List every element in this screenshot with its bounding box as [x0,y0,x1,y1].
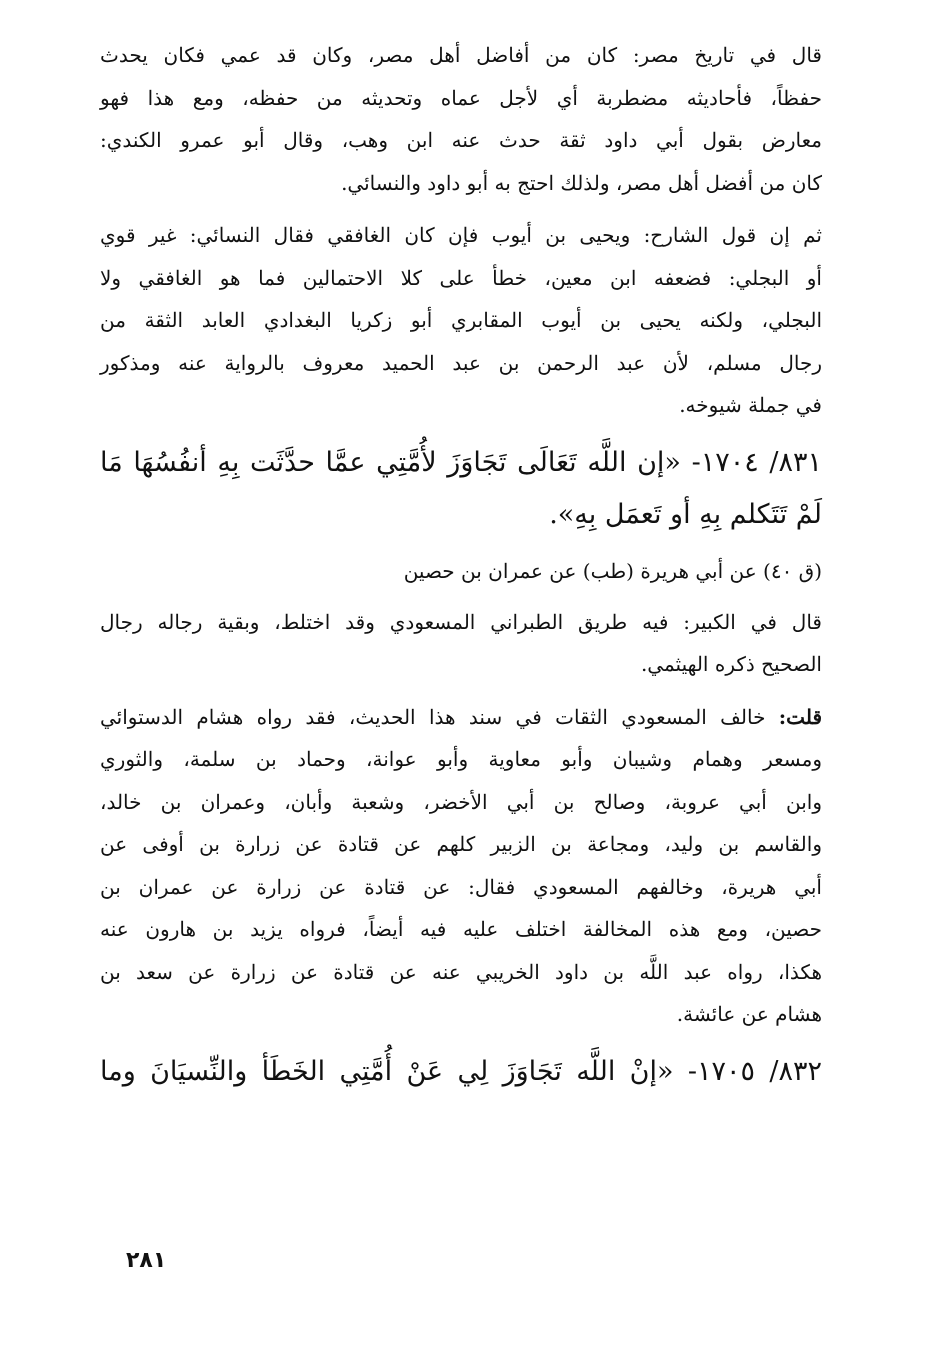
text-line: هكذا، رواه عبد اللَّه بن داود الخريبي عنه عن قتادة عن زرارة عن سعد بن [100,959,822,984]
text-line: هشام عن عائشة. [676,1002,822,1026]
text-line: معارض بقول أبي داود ثقة حدث عنه ابن وهب، وقال أبو عمرو الكندي: [100,128,822,152]
text-line: قال في تاريخ مصر: كان من أفاضل أهل مصر، وكان قد عمي فكان يحدث [100,43,822,67]
paragraph-tarikh-misr [100,34,822,204]
hadith-line: ٨٣١/ ١٧٠٤- «إن اللَّه تَعَالَى تَجَاوَزَ لأُمَّتِي عمَّا حدَّثَت بِهِ أنفُسُهَا مَا [100,446,822,478]
text-line: رجال مسلم، لأن عبد الرحمن بن عبد الحميد معروف بالرواية عنه ومذكور [100,350,822,375]
text-line: البجلي، ولكنه يحيى بن أيوب المقابري أبو زكريا البغدادي العابد الثقة من [100,308,822,332]
hadith-line: ٨٣٢/ ١٧٠٥- «إنْ اللَّه تَجَاوَزَ لِي عَنْ أُمَّتِي الخَطَأ والنِّسيَانَ وما [100,1055,822,1087]
paragraph-qultu [100,696,822,1036]
page-number: ٢٨١ [126,1248,167,1273]
text-line: كان من أفضل أهل مصر، ولذلك احتج به أبو داود والنسائي. [341,170,822,195]
paragraph-sharih [100,214,822,427]
text-line: في جملة شيوخه. [679,393,822,417]
text-line: ثم إن قول الشارح: ويحيى بن أيوب فإن كان الغافقي فقال النسائي: غير قوي [100,223,822,247]
hadith-831 [100,437,822,541]
text-line: أبي هريرة، وخالفهم المسعودي فقال: عن قتادة عن زرارة عن عمران بن [100,874,822,899]
paragraph-kabir [100,601,822,686]
text-line: ومسعر وهمام وشيبان وأبو معاوية وأبو عوانة، وحماد بن سلمة، والثوري [100,747,822,771]
hadith-line: لَمْ تَتَكلم بِهِ أو تَعمَل بِهِ». [549,498,822,530]
text-line: وابن أبي عروبة، وصالح بن أبي الأخضر، وشعبة وأبان، وعمران بن خالد، [100,789,822,814]
text-line [100,696,822,739]
text-line: أو البجلي: فضعفه ابن معين، خطأ على كلا الاحتمالين فما هو الغافقي ولا [100,265,822,290]
text-line: حفظاً، فأحاديثه مضطربة أي لأجل عماه وتحديثه من حفظه، ومع هذا فهو [100,85,822,110]
text-line: الصحيح ذكره الهيثمي. [640,652,822,676]
hadith-source: (ق ٤٠) عن أبي هريرة (طب) عن عمران بن حصين [403,558,822,583]
book-page [100,34,822,1108]
hadith-832 [100,1046,822,1098]
text-segment: خالف المسعودي الثقات في سند هذا الحديث، فقد رواه هشام الدستوائي [100,704,766,729]
text-line: قال في الكبير: فيه طريق الطبراني المسعودي وقد اختلط، وبقية رجاله رجال [100,609,822,634]
text-line: والقاسم بن وليد، ومجاعة بن الزبير كلهم عن قتادة عن زرارة بن أوفى عن [100,832,822,856]
text-line: حصين، ومع هذه المخالفة اختلف عليه فيه أيضاً، فرواه يزيد بن هارون عنه [100,917,822,941]
qultu-lead: قلت: [778,704,822,729]
